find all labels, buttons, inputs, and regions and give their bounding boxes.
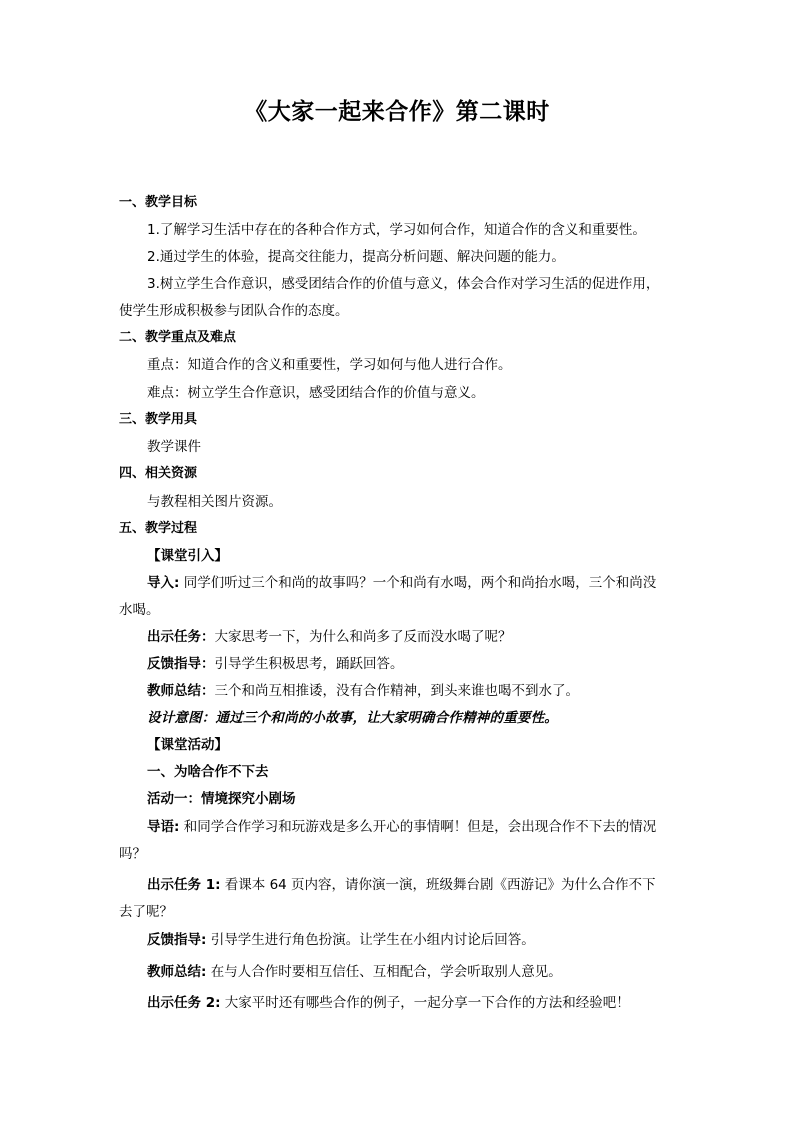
classroom-activity-label: 【课堂活动】 <box>147 737 228 753</box>
intro-feedback-line <box>147 655 404 673</box>
task2-line <box>147 994 630 1012</box>
resources-text: 与教程相关图片资源。 <box>147 494 282 510</box>
task1-line <box>147 876 656 894</box>
task1-text: 看课本 64 页内容，请你演一演，班级舞台剧《西游记》为什么合作不下 <box>220 877 656 893</box>
activity-feedback-text: 引导学生进行角色扮演。让学生在小组内讨论后回答。 <box>206 932 535 948</box>
classroom-intro-label: 【课堂引入】 <box>147 548 228 564</box>
activity-lead-text: 和同学合作学习和玩游戏是多么开心的事情啊！但是，会出现合作不下去的情况 <box>179 819 657 835</box>
intro-lead-text: 同学们听过三个和尚的故事吗？一个和尚有水喝，两个和尚抬水喝，三个和尚没 <box>179 575 657 591</box>
document-title: 《大家一起来合作》第二课时 <box>244 98 550 125</box>
tools-text: 教学课件 <box>147 439 201 455</box>
section-heading-resources: 四、相关资源 <box>119 466 198 481</box>
activity-one-heading: 活动一：情境探究小剧场 <box>147 791 296 807</box>
intro-task-text: 大家思考一下，为什么和尚多了反而没水喝了呢？ <box>214 629 512 645</box>
task2-label: 出示任务 2: <box>147 995 221 1011</box>
task2-text: 大家平时还有哪些合作的例子，一起分享一下合作的方法和经验吧！ <box>220 995 630 1011</box>
activity-lead-continued: 吗？ <box>119 846 146 862</box>
activity-lead-line <box>147 818 656 836</box>
intro-summary-line <box>147 682 579 700</box>
part-one-heading: 一、为啥合作不下去 <box>147 764 269 780</box>
section-heading-process: 五、教学过程 <box>119 521 198 536</box>
intro-lead-label: 导入: <box>147 575 180 591</box>
intro-lead-continued: 水喝。 <box>119 602 160 618</box>
intro-task-label: 出示任务： <box>147 629 215 645</box>
activity-summary-label: 教师总结: <box>147 964 207 980</box>
objective-item: 1.了解学习生活中存在的各种合作方式，学习如何合作，知道合作的含义和重要性。 <box>147 222 646 238</box>
objective-item-continued: 使学生形成积极参与团队合作的态度。 <box>119 303 349 319</box>
intro-task-line <box>147 628 512 646</box>
intro-summary-text: 三个和尚互相推诿，没有合作精神，到头来谁也喝不到水了。 <box>214 683 579 699</box>
activity-feedback-label: 反馈指导: <box>147 932 207 948</box>
difficult-point-text: 难点：树立学生合作意识，感受团结合作的价值与意义。 <box>147 385 485 401</box>
key-point-text: 重点：知道合作的含义和重要性，学习如何与他人进行合作。 <box>147 357 512 373</box>
intro-summary-label: 教师总结： <box>147 683 215 699</box>
intro-lead-line <box>147 574 656 592</box>
task1-label: 出示任务 1: <box>147 877 221 893</box>
activity-summary-text: 在与人合作时要相互信任、互相配合，学会听取别人意见。 <box>206 964 562 980</box>
activity-feedback-line <box>147 931 535 949</box>
activity-lead-label: 导语: <box>147 819 180 835</box>
design-intent-text: 设计意图：通过三个和尚的小故事，让大家明确合作精神的重要性。 <box>147 710 558 726</box>
intro-feedback-label: 反馈指导： <box>147 656 215 672</box>
objective-item: 2.通过学生的体验，提高交往能力，提高分析问题、解决问题的能力。 <box>147 249 565 265</box>
section-heading-key-points: 二、教学重点及难点 <box>119 330 237 345</box>
activity-summary-line <box>147 963 562 981</box>
task1-continued: 去了呢？ <box>119 904 173 920</box>
section-heading-tools: 三、教学用具 <box>119 412 198 427</box>
objective-item: 3.树立学生合作意识，感受团结合作的价值与意义，体会合作对学习生活的促进作用， <box>147 276 660 292</box>
section-heading-objectives: 一、教学目标 <box>119 195 198 210</box>
intro-feedback-text: 引导学生积极思考，踊跃回答。 <box>214 656 404 672</box>
